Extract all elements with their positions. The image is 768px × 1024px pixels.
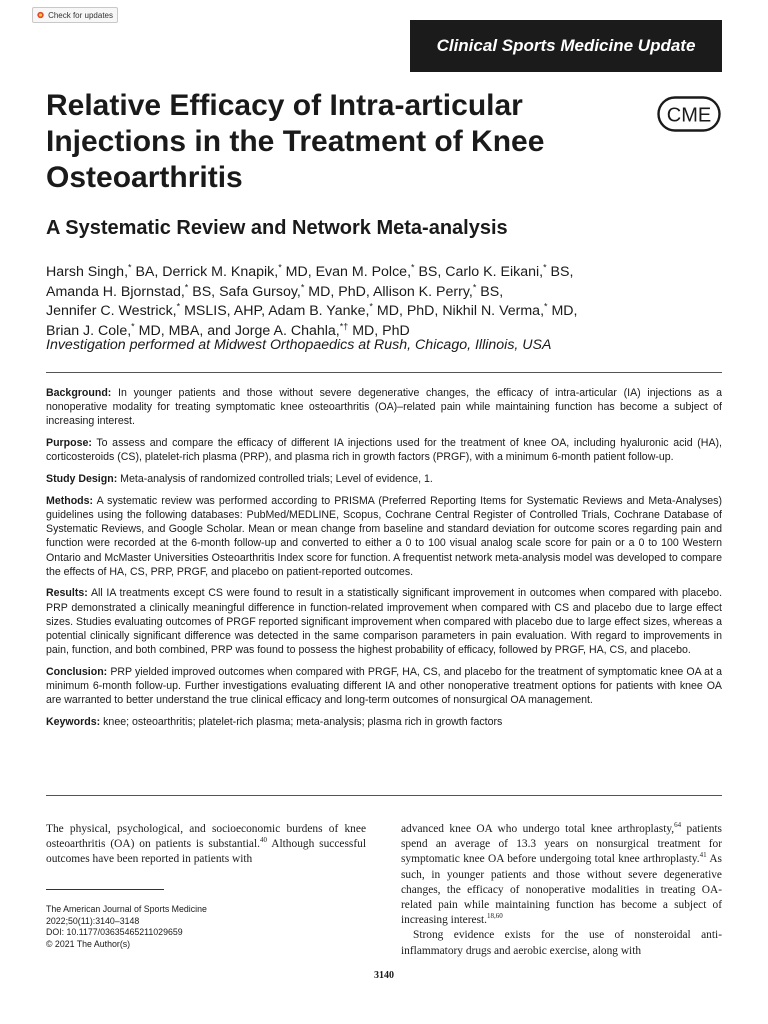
copyright-notice: © 2021 The Author(s) xyxy=(46,938,131,949)
author-degree: MSLIS, AHP, xyxy=(180,303,269,320)
body-column-left xyxy=(46,822,366,868)
section-banner xyxy=(410,20,722,72)
abstract-background xyxy=(46,386,722,429)
author-name: Brian J. Cole, xyxy=(46,322,132,339)
body-column-right xyxy=(401,822,722,959)
author-name: Jorge A. Chahla, xyxy=(234,322,340,339)
affiliation-mark: * xyxy=(184,281,189,292)
abstract-label: Results: xyxy=(46,587,88,600)
abstract-label: Purpose: xyxy=(46,437,92,450)
author-line xyxy=(46,302,726,322)
abstract-study-design xyxy=(46,472,722,486)
reference-link[interactable]: 40 xyxy=(259,836,267,845)
body-text: advanced knee OA who undergo total knee arthroplasty, xyxy=(401,823,675,835)
abstract-text: In younger patients and those without severe degenerative changes, the efficacy of intra-articular (IA) injections as a nonoperative modality for treating symptomatic knee osteoarthritis (OA)–related pain while maintaining function has become a subject of increasing interest. xyxy=(46,387,722,428)
author-name: Derrick M. Knapik, xyxy=(162,264,279,280)
abstract-text: Meta-analysis of randomized controlled trials; Level of evidence, 1. xyxy=(120,473,433,486)
check-for-updates-button[interactable] xyxy=(32,7,118,23)
reference-link[interactable]: 64 xyxy=(674,821,682,830)
abstract-divider-bottom xyxy=(46,795,722,796)
affiliation-mark: * xyxy=(472,281,477,292)
abstract-methods xyxy=(46,494,722,579)
affiliation-mark: *† xyxy=(339,321,349,332)
author-degree: MD, PhD, xyxy=(304,283,373,300)
body-paragraph xyxy=(46,822,366,868)
article-title: Relative Efficacy of Intra-articular Injections in the Treatment of Knee Osteoarthritis xyxy=(46,89,545,194)
journal-footnote xyxy=(46,904,346,950)
affiliation-mark: * xyxy=(278,262,282,273)
cme-logo xyxy=(657,96,721,132)
body-text: Although successful outcomes have been reported in patients with xyxy=(46,838,366,866)
affiliation-mark: * xyxy=(176,301,181,312)
author-name: Harsh Singh, xyxy=(46,264,129,280)
abstract-label: Methods: xyxy=(46,494,94,507)
author-degree: BS, xyxy=(546,264,574,280)
abstract-text: To assess and compare the efficacy of different IA injections used for the treatment of knee OA, including hyaluronic acid (HA), corticosteroids (CS), platelet-rich plasma (PRP), and plasma rich in growth factors (PRGF), with a minimum 6-month patient follow-up. xyxy=(46,437,722,464)
author-name: Evan M. Polce, xyxy=(315,264,412,280)
affiliation-mark: * xyxy=(300,281,305,292)
author-name: Allison K. Perry, xyxy=(372,283,473,300)
abstract-purpose xyxy=(46,436,722,464)
author-name: Safa Gursoy, xyxy=(219,283,301,300)
journal-name: The American Journal of Sports Medicine xyxy=(46,904,207,914)
body-paragraph: Strong evidence exists for the use of nonsteroidal anti-inflammatory drugs and aerobic exercise, along with xyxy=(401,929,722,957)
author-degree: BS, xyxy=(476,283,504,300)
abstract-divider-top xyxy=(46,372,722,373)
abstract-label: Study Design: xyxy=(46,473,118,486)
abstract-text: A systematic review was performed according to PRISMA (Preferred Reporting Items for Systematic Reviews and Meta-Analyses) guidelines using the following databases: PubMed/MEDLINE, Scopus, Cochrane Central Register of Controlled Trials, Cochrane Database of Systematic Reviews, and Google Scholar. Mean or mean change from baseline and standard deviation for outcome scores regarding pain and function were recorded at the 6-month follow-up and converted to either a 0 to 100 visual analog scale score for pain or a 0 to 100 Western Ontario and McMaster Universities Osteoarthritis Index score for function. A frequentist network meta-analysis model was developed to compare the effects of HA, CS, PRP, PRGF, and placebo on patient-reported outcomes. xyxy=(46,494,722,578)
section-banner-label: Clinical Sports Medicine Update xyxy=(436,36,696,55)
author-line xyxy=(46,283,726,303)
author-name: Adam B. Yanke, xyxy=(268,303,370,320)
author-degree: MD, MBA, and xyxy=(134,322,235,339)
doi-link[interactable]: DOI: 10.1177/03635465211029659 xyxy=(46,927,183,937)
affiliation-mark: * xyxy=(544,301,548,312)
journal-citation: 2022;50(11):3140–3148 xyxy=(46,915,140,926)
reference-link[interactable]: 41 xyxy=(699,851,707,860)
abstract-keywords xyxy=(46,715,722,729)
affiliation-mark: * xyxy=(131,321,135,332)
author-degree: MD, PhD, xyxy=(372,303,443,320)
author-degree: BS, xyxy=(188,283,220,300)
author-degree: BA, xyxy=(131,264,163,280)
author-list xyxy=(46,263,726,341)
author-name: Nikhil N. Verma, xyxy=(442,303,545,320)
author-name: Amanda H. Bjornstad, xyxy=(46,283,185,300)
institution-note: Investigation performed at Midwest Orthopaedics at Rush, Chicago, Illinois, USA xyxy=(46,337,552,353)
author-degree: BS, xyxy=(414,264,446,280)
affiliation-mark: * xyxy=(369,301,373,312)
reference-link[interactable]: 18,60 xyxy=(487,912,503,921)
abstract-text: All IA treatments except CS were found to result in a statistically significant improvement in outcomes when compared with placebo. PRP demonstrated a clinically meaningful difference in function-related improvement when compared with CS and placebo due to large effect sizes. Studies evaluating outcomes of PRGF reported significant improvement when compared with placebo due to large effect sizes, whereas a potential clinically significant difference was detected in the same comparison parameters in pain evaluation. With regard to improvements in pain, function, and both combined, PRP was found to possess the highest probability of efficacy, followed by PRGF, HA, CS, and placebo. xyxy=(46,587,723,657)
author-degree: MD, xyxy=(281,264,316,280)
article-subtitle: A Systematic Review and Network Meta-analysis xyxy=(46,217,508,239)
abstract-label: Conclusion: xyxy=(46,665,108,678)
page-number: 3140 xyxy=(374,970,394,981)
affiliation-mark: * xyxy=(128,262,132,273)
author-name: Carlo K. Eikani, xyxy=(445,264,544,280)
check-updates-icon xyxy=(37,10,44,20)
check-updates-label: Check for updates xyxy=(48,10,113,20)
affiliation-mark: * xyxy=(411,262,415,273)
abstract-results xyxy=(46,586,722,657)
footnote-divider xyxy=(46,889,164,890)
abstract xyxy=(46,386,722,737)
cme-logo-text: CME xyxy=(666,104,712,127)
author-degree: MD, PhD xyxy=(348,322,410,339)
abstract-label: Background: xyxy=(46,387,112,399)
abstract-conclusion xyxy=(46,665,722,708)
body-text: The physical, psychological, and socioeconomic burdens of knee osteoarthritis (OA) on patients is substantial. xyxy=(46,823,366,851)
author-name: Jennifer C. Westrick, xyxy=(46,303,177,320)
body-text: patients spend an average of 13.3 years on nonsurgical treatment for symptomatic knee OA before undergoing total knee arthroplasty. xyxy=(401,823,722,866)
abstract-text: knee; osteoarthritis; platelet-rich plasma; meta-analysis; plasma rich in growth factors xyxy=(103,716,503,729)
abstract-text: PRP yielded improved outcomes when compared with PRGF, HA, CS, and placebo for the treatment of symptomatic knee OA at a minimum 6-month follow-up. Further investigations evaluating different IA and other nonoperative treatment options for patients with knee OA are warranted to better understand the true clinical efficacy and long-term outcomes of nonsurgical OA management. xyxy=(46,665,722,707)
author-line xyxy=(46,263,726,283)
body-paragraph xyxy=(401,822,722,928)
affiliation-mark: * xyxy=(543,262,547,273)
author-degree: MD, xyxy=(547,303,578,320)
abstract-label: Keywords: xyxy=(46,716,101,729)
body-text: As such, in younger patients and those without severe degenerative changes, the efficacy of nonoperative modalities in treating OA-related pain while maintaining function has become a subject of increasing interest. xyxy=(401,853,722,927)
